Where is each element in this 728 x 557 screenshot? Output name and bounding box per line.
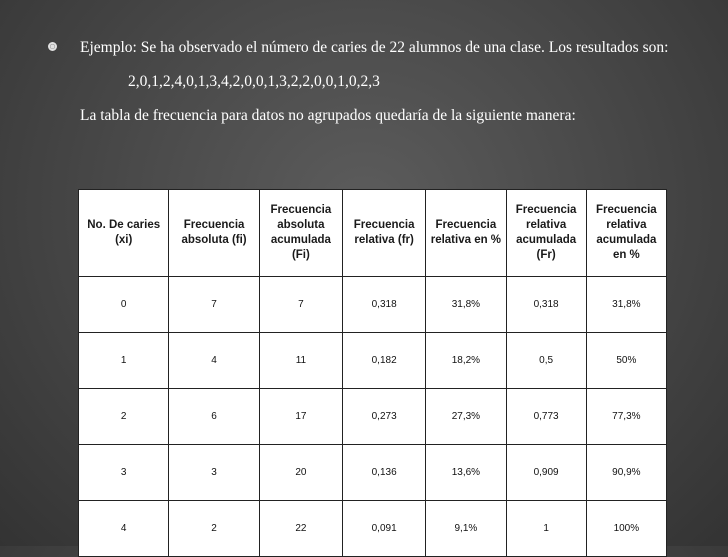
- table-cell: 0,091: [343, 501, 426, 557]
- table-row: [79, 277, 667, 333]
- table-cell: 17: [259, 389, 342, 445]
- table-cell: 0,182: [343, 333, 426, 389]
- header-cell: Frecuencia relativa acumulada (Fr): [506, 190, 586, 277]
- table-cell: 3: [169, 445, 259, 501]
- table-cell: 1: [79, 333, 169, 389]
- table-cell: 9,1%: [426, 501, 506, 557]
- table-cell: 0,136: [343, 445, 426, 501]
- table-cell: 0,5: [506, 333, 586, 389]
- table-cell: 2: [79, 389, 169, 445]
- header-cell: Frecuencia absoluta acumulada (Fi): [259, 190, 342, 277]
- table-cell: 20: [259, 445, 342, 501]
- table-cell: 18,2%: [426, 333, 506, 389]
- table-cell: 13,6%: [426, 445, 506, 501]
- example-text: Ejemplo: Se ha observado el número de caries de 22 alumnos de una clase. Los resultados son:: [80, 39, 669, 56]
- table-cell: 0,273: [343, 389, 426, 445]
- table-cell: 1: [506, 501, 586, 557]
- table-cell: 7: [169, 277, 259, 333]
- table-cell: 27,3%: [426, 389, 506, 445]
- table-cell: 0,773: [506, 389, 586, 445]
- table-row: [79, 389, 667, 445]
- header-cell: Frecuencia relativa acumulada en %: [586, 190, 666, 277]
- table-cell: 100%: [586, 501, 666, 557]
- table-cell: 77,3%: [586, 389, 666, 445]
- table-cell: 4: [79, 501, 169, 557]
- header-row: [79, 190, 667, 277]
- table-cell: 11: [259, 333, 342, 389]
- header-cell: Frecuencia absoluta (fi): [169, 190, 259, 277]
- frequency-table: [78, 189, 667, 557]
- table-cell: 0,909: [506, 445, 586, 501]
- table-cell: 7: [259, 277, 342, 333]
- table-cell: 2: [169, 501, 259, 557]
- table-cell: 31,8%: [426, 277, 506, 333]
- table-row: [79, 501, 667, 557]
- header-cell: Frecuencia relativa (fr): [343, 190, 426, 277]
- bullet-paragraph: [48, 38, 688, 58]
- slide-content: [48, 38, 688, 126]
- table-cell: 0,318: [343, 277, 426, 333]
- table-cell: 50%: [586, 333, 666, 389]
- table-cell: 90,9%: [586, 445, 666, 501]
- header-cell: Frecuencia relativa en %: [426, 190, 506, 277]
- table-cell: 0,318: [506, 277, 586, 333]
- header-cell: No. De caries (xi): [79, 190, 169, 277]
- table-cell: 22: [259, 501, 342, 557]
- table-cell: 4: [169, 333, 259, 389]
- table-row: [79, 445, 667, 501]
- table-cell: 31,8%: [586, 277, 666, 333]
- table-cell: 3: [79, 445, 169, 501]
- table-row: [79, 333, 667, 389]
- table-cell: 6: [169, 389, 259, 445]
- table-cell: 0: [79, 277, 169, 333]
- table-intro: La tabla de frecuencia para datos no agrupados quedaría de la siguiente manera:: [80, 107, 576, 124]
- circle-dot-icon: [48, 42, 57, 51]
- data-values: 2,0,1,2,4,0,1,3,4,2,0,0,1,3,2,2,0,0,1,0,2,3: [128, 73, 380, 90]
